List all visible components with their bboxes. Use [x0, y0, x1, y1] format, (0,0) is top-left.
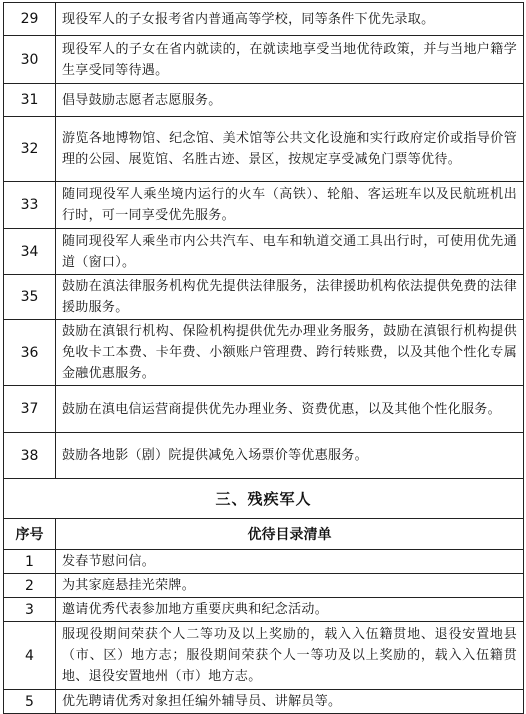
row-text: 倡导鼓励志愿者志愿服务。: [56, 84, 524, 117]
row-number: 38: [4, 433, 56, 479]
row-text: 鼓励在滇银行机构、保险机构提供优先办理业务服务，鼓励在滇银行机构提供免收卡工本费、卡年费、小额账户管理费、跨行转账费，以及其他个性化专属金融优惠服务。: [56, 320, 524, 386]
table-row: [4, 574, 524, 598]
row-number: 1: [4, 550, 56, 574]
row-text: 游览各地博物馆、纪念馆、美术馆等公共文化设施和实行政府定价或指导价管理的公园、展览馆、名胜古迹、景区，按规定享受减免门票等优待。: [56, 117, 524, 182]
table-row: [4, 550, 524, 574]
table-row: [4, 275, 524, 320]
header-list: 优待目录清单: [56, 519, 524, 550]
row-text: 优先聘请优秀对象担任编外辅导员、讲解员等。: [56, 690, 524, 714]
row-text: 发春节慰问信。: [56, 550, 524, 574]
row-text: 随同现役军人乘坐市内公共汽车、电车和轨道交通工具出行时，可使用优先通道（窗口）。: [56, 229, 524, 275]
row-number: 33: [4, 182, 56, 229]
table-header-row: [4, 519, 524, 550]
row-number: 37: [4, 386, 56, 433]
row-number: 34: [4, 229, 56, 275]
row-text: 鼓励在滇电信运营商提供优先办理业务、资费优惠，以及其他个性化服务。: [56, 386, 524, 433]
table-row: [4, 622, 524, 690]
table-row: [4, 433, 524, 479]
row-number: 32: [4, 117, 56, 182]
row-number: 30: [4, 36, 56, 84]
row-number: 4: [4, 622, 56, 690]
row-number: 31: [4, 84, 56, 117]
row-text: 随同现役军人乘坐境内运行的火车（高铁）、轮船、客运班车以及民航班机出行时，可一同享受优先服务。: [56, 182, 524, 229]
row-number: 36: [4, 320, 56, 386]
row-number: 2: [4, 574, 56, 598]
section-title: 三、残疾军人: [4, 479, 524, 519]
table-row: [4, 320, 524, 386]
row-text: 现役军人的子女在省内就读的，在就读地享受当地优待政策，并与当地户籍学生享受同等待遇。: [56, 36, 524, 84]
row-number: 35: [4, 275, 56, 320]
row-text: 为其家庭悬挂光荣牌。: [56, 574, 524, 598]
table-row: [4, 386, 524, 433]
table-row: [4, 182, 524, 229]
row-text: 鼓励各地影（剧）院提供减免入场票价等优惠服务。: [56, 433, 524, 479]
table-row: [4, 598, 524, 622]
table-row: [4, 36, 524, 84]
row-text: 邀请优秀代表参加地方重要庆典和纪念活动。: [56, 598, 524, 622]
row-text: 鼓励在滇法律服务机构优先提供法律服务，法律援助机构依法提供免费的法律援助服务。: [56, 275, 524, 320]
row-text: 现役军人的子女报考省内普通高等学校，同等条件下优先录取。: [56, 3, 524, 36]
row-number: 29: [4, 3, 56, 36]
row-text: 服现役期间荣获个人二等功及以上奖励的，载入入伍籍贯地、退役安置地县（市、区）地方志；服役期间荣获个人一等功及以上奖励的，载入入伍籍贯地、退役安置地州（市）地方志。: [56, 622, 524, 690]
section-title-row: [4, 479, 524, 519]
header-number: 序号: [4, 519, 56, 550]
table-row: [4, 690, 524, 714]
table-row: [4, 3, 524, 36]
table-row: [4, 84, 524, 117]
row-number: 5: [4, 690, 56, 714]
table-row: [4, 229, 524, 275]
table-row: [4, 117, 524, 182]
row-number: 3: [4, 598, 56, 622]
benefits-table: [3, 2, 524, 714]
